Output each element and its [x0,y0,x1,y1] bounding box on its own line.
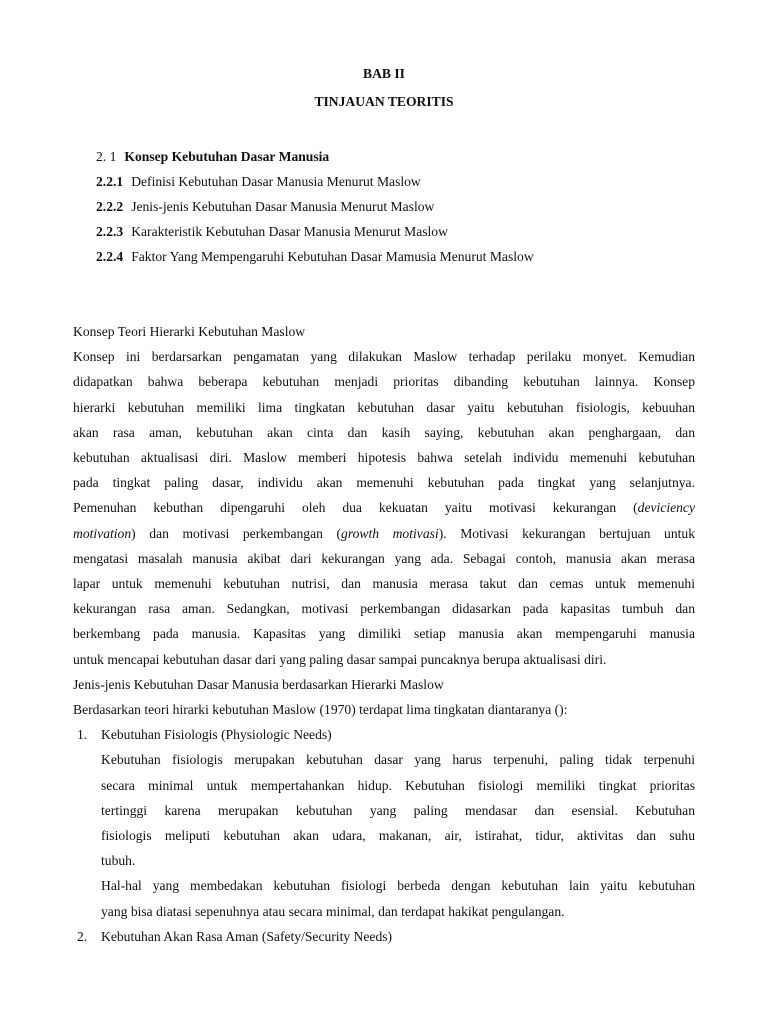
toc-item-number: 2.2.1 [96,174,124,189]
text-line: Hal-hal yang membedakan kebutuhan fisiologi berbeda dengan kebutuhan lain yaitu kebutuhan [101,878,695,894]
paragraph-maslow-concept [73,344,695,672]
text-line: didapatkan bahwa beberapa kebutuhan menjadi prioritas dibanding kebutuhan lainnya. Konsep [73,374,695,390]
text-line: hierarki kebutuhan memiliki lima tingkatan kebutuhan dasar yaitu kebutuhan fisiologis, kebuuhan [73,399,695,415]
toc-item-title: Faktor Yang Mempengaruhi Kebutuhan Dasar Mamusia Menurut Maslow [131,249,534,264]
text-line: Konsep ini berdarsarkan pengamatan yang dilakukan Maslow terhadap perilaku monyet. Kemudian [73,349,695,365]
section-intro: Berdasarkan teori hirarki kebutuhan Maslow (1970) terdapat lima tingkatan diantaranya (): [73,702,568,718]
text-line: fisiologis meliputi kebutuhan akan udara, makanan, air, istirahat, tidur, aktivitas dan suhu [101,828,695,844]
list-item [73,722,695,747]
text-line: berkembang pada manusia. Kapasitas yang dimiliki setiap manusia akan mempengaruhi manusia [73,626,695,642]
text-line: yang bisa diatasi sepenuhnya atau secara minimal, dan terdapat hakikat pengulangan. [101,903,565,919]
toc-item [96,194,534,219]
text-run: Pemenuhan kebuthan dipengaruhi oleh dua kekuatan yaitu motivasi kekurangan ( [73,500,638,516]
text-line: pada tingkat paling dasar, individu akan memenuhi kebutuhan pada tingkat yang selanjutnya. [73,475,695,491]
text-run: ). Motivasi kekurangan bertujuan untuk [438,525,695,541]
chapter-number: BAB II [363,66,405,81]
italic-term: growth motivasi [341,525,439,541]
list-item [73,924,695,949]
text-line: mengatasi masalah manusia akibat dari kekurangan yang ada. Sebagai contoh, manusia akan merasa [73,550,695,566]
toc-item [96,244,534,269]
text-line: secara minimal untuk mempertahankan hidup. Kebutuhan fisiologi memiliki tingkat prioritas [101,777,695,793]
text-line [73,521,695,546]
italic-term: deviciency [637,500,695,516]
text-line [73,495,695,520]
toc-item-number: 2.2.4 [96,249,124,264]
list-item-paragraph [73,747,695,873]
section-heading: Konsep Teori Hierarki Kebutuhan Maslow [73,324,306,339]
list-item-title: Kebutuhan Akan Rasa Aman (Safety/Security Needs) [101,928,393,944]
text-line: tertinggi karena merupakan kebutuhan yang paling mendasar dan esensial. Kebutuhan [101,802,695,818]
table-of-contents [96,144,534,269]
italic-term: motivation [73,525,132,541]
toc-item-title: Definisi Kebutuhan Dasar Manusia Menurut Maslow [131,174,421,189]
list-item-number: 1. [77,727,88,743]
toc-item [96,169,534,194]
toc-item [96,219,534,244]
text-line: untuk mencapai kebutuhan dasar dari yang paling dasar sampai puncaknya berupa aktualisasi diri. [73,651,607,667]
toc-item-number: 2.2.3 [96,224,124,239]
list-item-number: 2. [77,928,88,944]
body-text [73,319,695,949]
list-item-paragraph [73,873,695,923]
section-heading: Jenis-jenis Kebutuhan Dasar Manusia berdasarkan Hierarki Maslow [73,676,444,692]
list-item-title: Kebutuhan Fisiologis (Physiologic Needs) [101,727,332,743]
toc-item-title: Jenis-jenis Kebutuhan Dasar Manusia Menurut Maslow [131,199,435,214]
toc-item-title: Konsep Kebutuhan Dasar Manusia [124,149,330,164]
text-line: tubuh. [101,853,136,869]
text-line: Kebutuhan fisiologis merupakan kebutuhan dasar yang harus terpenuhi, paling tidak terpenuhi [101,752,695,768]
toc-item [96,144,534,169]
text-line: lapar untuk memenuhi kebutuhan nutrisi, dan manusia merasa takut dan cemas untuk memenuhi [73,576,695,592]
toc-item-title: Karakteristik Kebutuhan Dasar Manusia Menurut Maslow [131,224,448,239]
text-line: kebutuhan aktualisasi diri. Maslow memberi hipotesis bahwa setelah individu memenuhi kebutuhan [73,450,695,466]
text-line: kekurangan rasa aman. Sedangkan, motivasi perkembangan didasarkan pada kapasitas tumbuh dan [73,601,695,617]
chapter-title: TINJAUAN TEORITIS [314,94,454,109]
toc-item-number: 2. 1 [96,149,117,164]
toc-item-number: 2.2.2 [96,199,124,214]
text-line: akan rasa aman, kebutuhan akan cinta dan kasih saying, kebutuhan akan penghargaan, dan [73,424,695,440]
text-run: ) dan motivasi perkembangan ( [131,525,342,541]
